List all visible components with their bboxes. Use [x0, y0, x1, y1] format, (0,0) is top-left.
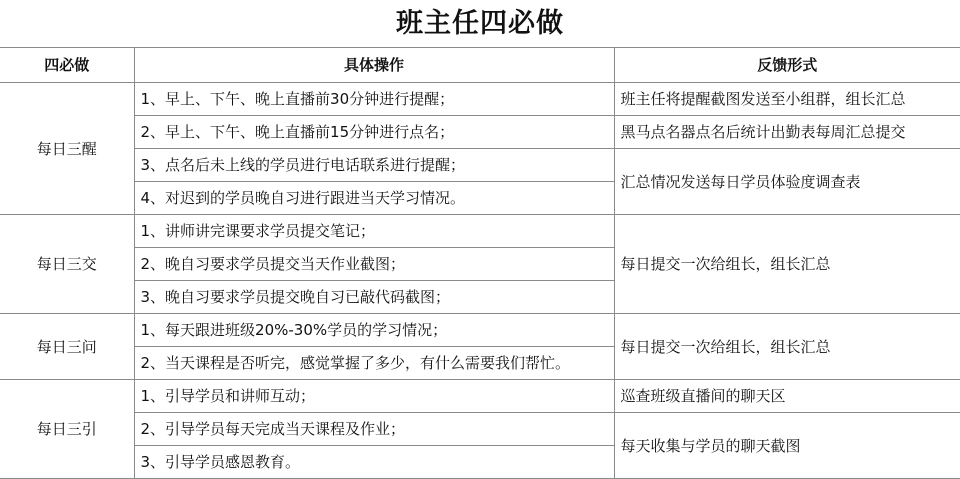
operation-cell: 4、对迟到的学员晚自习进行跟进当天学习情况。	[134, 181, 614, 214]
header-feedback: 反馈形式	[614, 48, 960, 82]
table-row	[0, 379, 960, 412]
page-title: 班主任四必做	[0, 0, 960, 48]
operation-cell: 1、早上、下午、晚上直播前30分钟进行提醒；	[134, 82, 614, 115]
table-row	[0, 115, 960, 148]
feedback-cell: 黑马点名器点名后统计出勤表每周汇总提交	[614, 115, 960, 148]
header-category: 四必做	[0, 48, 134, 82]
table-row	[0, 82, 960, 115]
operation-cell: 1、引导学员和讲师互动；	[134, 379, 614, 412]
feedback-cell: 每日提交一次给组长，组长汇总	[614, 313, 960, 379]
table-row	[0, 214, 960, 247]
feedback-cell: 班主任将提醒截图发送至小组群，组长汇总	[614, 82, 960, 115]
table-row	[0, 148, 960, 181]
operation-cell: 2、引导学员每天完成当天课程及作业；	[134, 412, 614, 445]
feedback-cell: 每日提交一次给组长，组长汇总	[614, 214, 960, 313]
operation-cell: 3、引导学员感恩教育。	[134, 445, 614, 478]
feedback-cell: 汇总情况发送每日学员体验度调查表	[614, 148, 960, 214]
category-cell: 每日三引	[0, 379, 134, 478]
operation-cell: 2、晚自习要求学员提交当天作业截图；	[134, 247, 614, 280]
operation-cell: 2、当天课程是否听完，感觉掌握了多少，有什么需要我们帮忙。	[134, 346, 614, 379]
table-row	[0, 412, 960, 445]
operation-cell: 1、讲师讲完课要求学员提交笔记；	[134, 214, 614, 247]
operation-cell: 3、晚自习要求学员提交晚自习已敲代码截图；	[134, 280, 614, 313]
operation-cell: 1、每天跟进班级20%-30%学员的学习情况；	[134, 313, 614, 346]
feedback-cell: 巡查班级直播间的聊天区	[614, 379, 960, 412]
table-header-row	[0, 48, 960, 82]
feedback-cell: 每天收集与学员的聊天截图	[614, 412, 960, 478]
header-operation: 具体操作	[134, 48, 614, 82]
table-row	[0, 313, 960, 346]
category-cell: 每日三醒	[0, 82, 134, 214]
category-cell: 每日三交	[0, 214, 134, 313]
operation-cell: 2、早上、下午、晚上直播前15分钟进行点名；	[134, 115, 614, 148]
operation-cell: 3、点名后未上线的学员进行电话联系进行提醒；	[134, 148, 614, 181]
duty-table	[0, 48, 960, 479]
category-cell: 每日三问	[0, 313, 134, 379]
